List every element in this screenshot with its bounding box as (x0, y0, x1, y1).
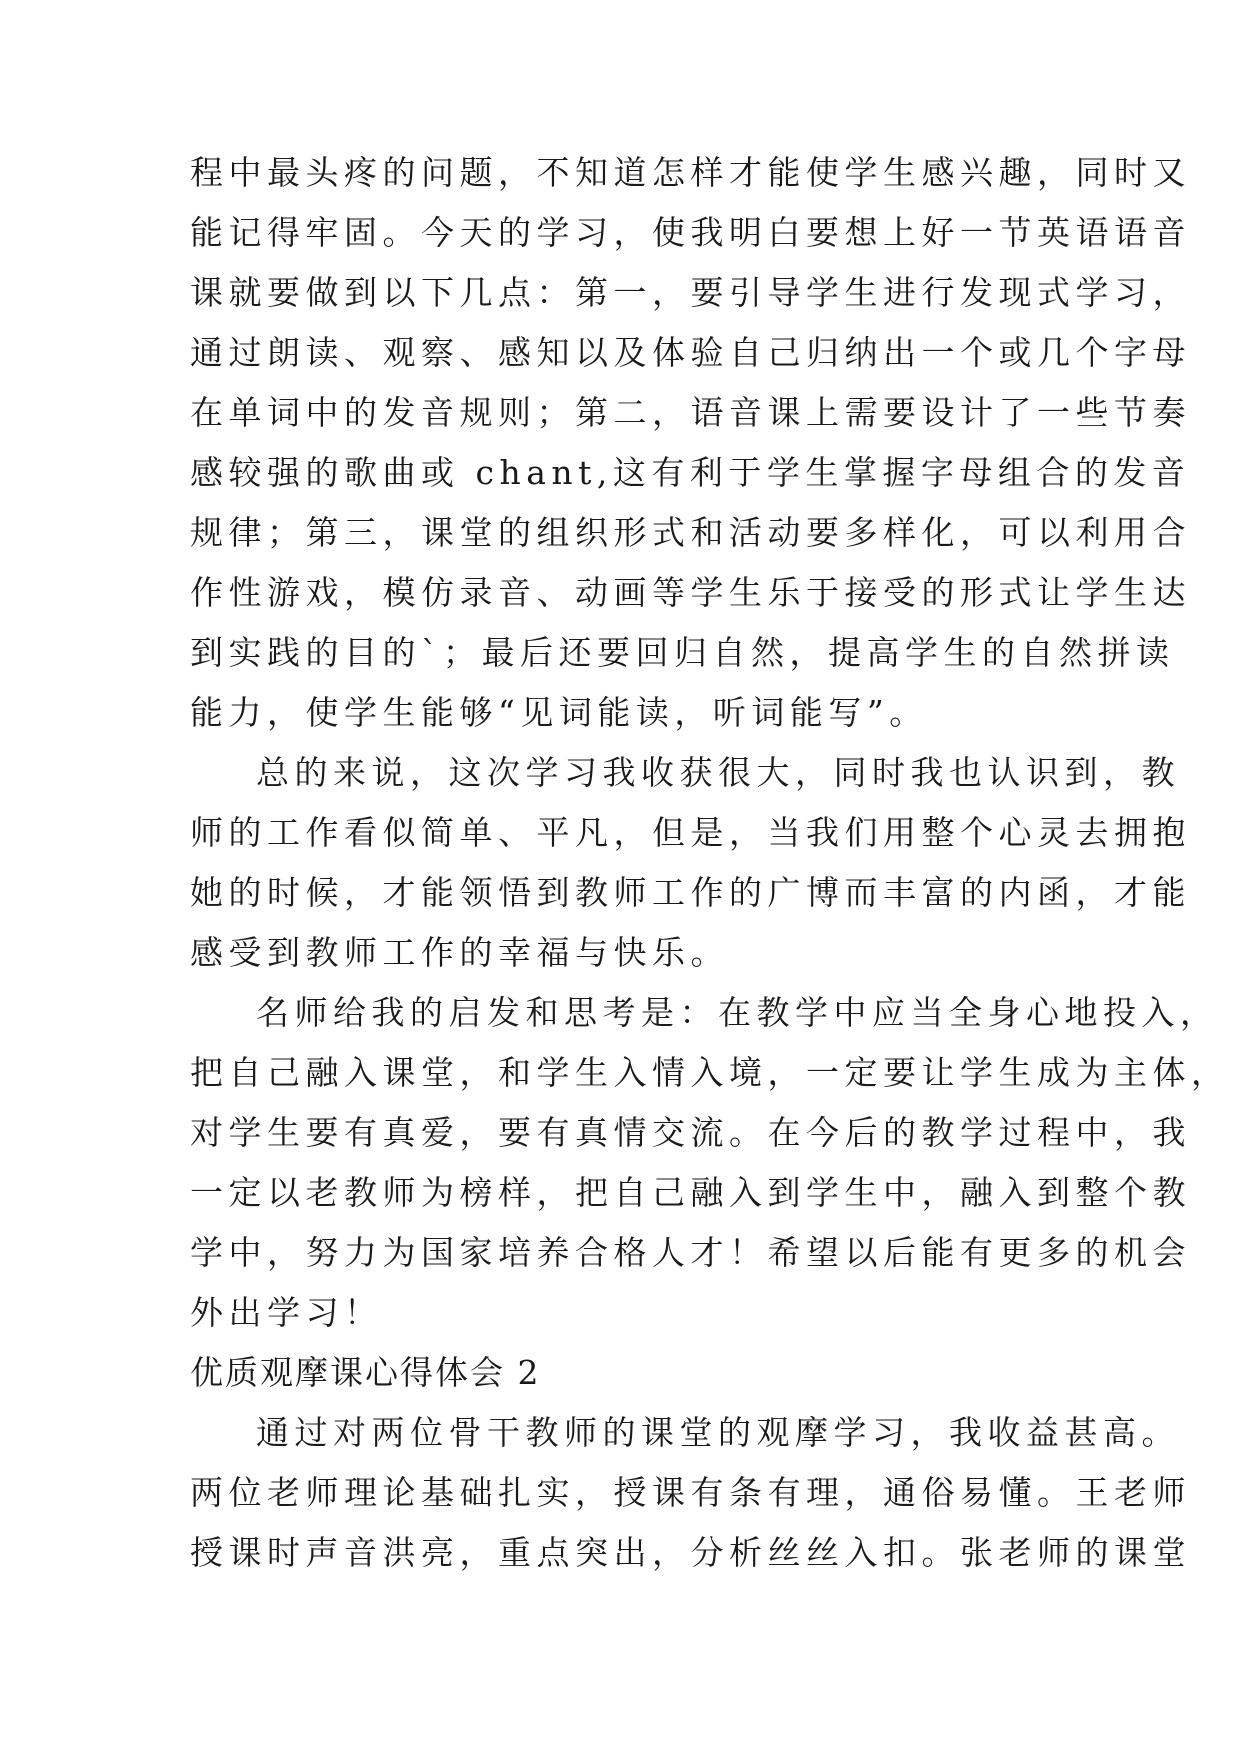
section-heading: 优质观摩课心得体会 2 (190, 1353, 541, 1392)
text-line: 学中，努力为国家培养合格人才！希望以后能有更多的机会 (190, 1233, 1191, 1272)
text-line: 能记得牢固。今天的学习，使我明白要想上好一节英语语音 (190, 213, 1191, 252)
text-line: 她的时候，才能领悟到教师工作的广博而丰富的内函，才能 (190, 873, 1191, 912)
text-line: 作性游戏，模仿录音、动画等学生乐于接受的形式让学生达 (190, 573, 1191, 612)
text-line: 两位老师理论基础扎实，授课有条有理，通俗易懂。王老师 (190, 1473, 1191, 1512)
text-line: 对学生要有真爱，要有真情交流。在今后的教学过程中，我 (190, 1113, 1191, 1152)
text-line: 到实践的目的`；最后还要回归自然，提高学生的自然拼读 (190, 633, 1175, 672)
text-line: 授课时声音洪亮，重点突出，分析丝丝入扣。张老师的课堂 (190, 1533, 1191, 1572)
paragraph-first-line: 通过对两位骨干教师的课堂的观摩学习，我收益甚高。 (256, 1413, 1180, 1452)
paragraph-first-line: 总的来说，这次学习我收获很大，同时我也认识到，教 (256, 753, 1180, 792)
text-line: 感受到教师工作的幸福与快乐。 (190, 933, 729, 972)
text-line: 在单词中的发音规则；第二，语音课上需要设计了一些节奏 (190, 393, 1191, 432)
text-line: 一定以老教师为榜样，把自己融入到学生中，融入到整个教 (190, 1173, 1191, 1212)
text-line: 能力，使学生能够“见词能读，听词能写”。 (190, 693, 928, 732)
text-line: 课就要做到以下几点：第一，要引导学生进行发现式学习， (190, 273, 1191, 312)
text-line: 师的工作看似简单、平凡，但是，当我们用整个心灵去拥抱 (190, 813, 1191, 852)
text-line: 程中最头疼的问题，不知道怎样才能使学生感兴趣，同时又 (190, 153, 1191, 192)
text-line: 把自己融入课堂，和学生入情入境，一定要让学生成为主体， (190, 1053, 1230, 1092)
text-line: 规律；第三，课堂的组织形式和活动要多样化，可以利用合 (190, 513, 1191, 552)
text-line: 外出学习！ (190, 1293, 383, 1332)
text-line: 通过朗读、观察、感知以及体验自己归纳出一个或几个字母 (190, 333, 1191, 372)
text-line: 感较强的歌曲或 chant,这有利于学生掌握字母组合的发音 (190, 453, 1191, 492)
paragraph-first-line: 名师给我的启发和思考是：在教学中应当全身心地投入， (256, 993, 1219, 1032)
